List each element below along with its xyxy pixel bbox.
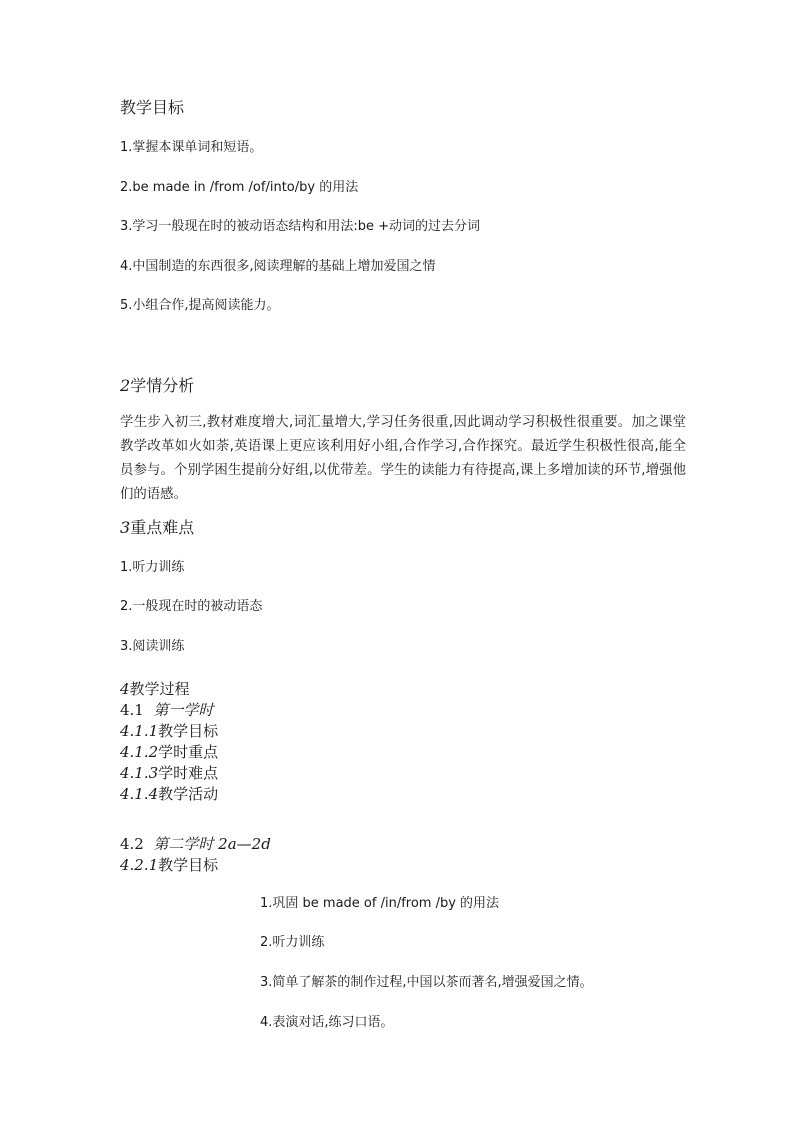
lesson1-title: 第一学时 xyxy=(153,701,214,719)
analysis-heading-title: 学情分析 xyxy=(130,376,195,395)
analysis-paragraph: 学生步入初三,教材难度增大,词汇量增大,学习任务很重,因此调动学习积极性很重要。加之课堂教学改革如火如荼,英语课上更应该利用好小组,合作学习,合作探究。最近学生积极性很高,能全员参与。个别学困生提前分好组,以优带差。学生的读能力有待提高,课上多增加读的环节,增强他们的语感。 xyxy=(120,415,686,502)
lesson1-heading xyxy=(120,700,213,721)
lesson1-sub-2-number: 4.1.2 xyxy=(120,743,159,761)
lesson1-sub-3-number: 4.1.3 xyxy=(120,764,159,782)
objective-item-1: 1.掌握本课单词和短语。 xyxy=(120,140,263,155)
objective-item-2: 2.be made in /from /of/into/by 的用法 xyxy=(120,180,359,195)
lesson2-item-1: 1.巩固 be made of /in/from /by 的用法 xyxy=(260,896,500,911)
lesson2-number: 4.2 xyxy=(120,835,144,853)
lesson1-sub-3 xyxy=(120,763,218,784)
objective-item-5: 5.小组合作,提高阅读能力。 xyxy=(120,298,280,313)
keypoint-item-2: 2.一般现在时的被动语态 xyxy=(120,599,263,614)
process-heading-number: 4 xyxy=(120,680,130,698)
lesson1-sub-3-title: 学时难点 xyxy=(158,764,219,782)
process-heading-title: 教学过程 xyxy=(129,680,190,698)
objectives-heading: 教学目标 xyxy=(120,98,185,117)
lesson1-sub-4-number: 4.1.4 xyxy=(120,785,159,803)
lesson2-item-4: 4.表演对话,练习口语。 xyxy=(260,1015,394,1030)
process-heading xyxy=(120,679,190,700)
lesson2-item-2: 2.听力训练 xyxy=(260,935,325,950)
lesson1-sub-4-title: 教学活动 xyxy=(158,785,219,803)
objective-item-4: 4.中国制造的东西很多,阅读理解的基础上增加爱国之情 xyxy=(120,259,436,274)
lesson2-sub-1-title: 教学目标 xyxy=(158,856,219,874)
lesson1-sub-2-title: 学时重点 xyxy=(158,743,219,761)
keypoint-item-3: 3.阅读训练 xyxy=(120,639,185,654)
lesson1-sub-4 xyxy=(120,784,218,805)
analysis-heading xyxy=(120,376,194,396)
lesson1-sub-1 xyxy=(120,721,218,742)
keypoint-item-1: 1.听力训练 xyxy=(120,560,185,575)
lesson1-sub-1-number: 4.1.1 xyxy=(120,722,159,740)
analysis-heading-number: 2 xyxy=(120,376,131,395)
lesson2-sub-1 xyxy=(120,855,218,876)
keypoints-heading-number: 3 xyxy=(120,518,131,537)
lesson2-heading xyxy=(120,834,271,855)
keypoints-heading xyxy=(120,518,194,538)
lesson2-title: 第二学时 2a—2d xyxy=(153,835,271,853)
keypoints-heading-title: 重点难点 xyxy=(130,518,195,537)
lesson2-item-3: 3.简单了解茶的制作过程,中国以茶而著名,增强爱国之情。 xyxy=(260,975,593,990)
lesson1-number: 4.1 xyxy=(120,701,144,719)
objective-item-3: 3.学习一般现在时的被动语态结构和用法:be +动词的过去分词 xyxy=(120,219,481,234)
lesson2-sub-1-number: 4.2.1 xyxy=(120,856,159,874)
lesson1-sub-1-title: 教学目标 xyxy=(158,722,219,740)
lesson1-sub-2 xyxy=(120,742,218,763)
